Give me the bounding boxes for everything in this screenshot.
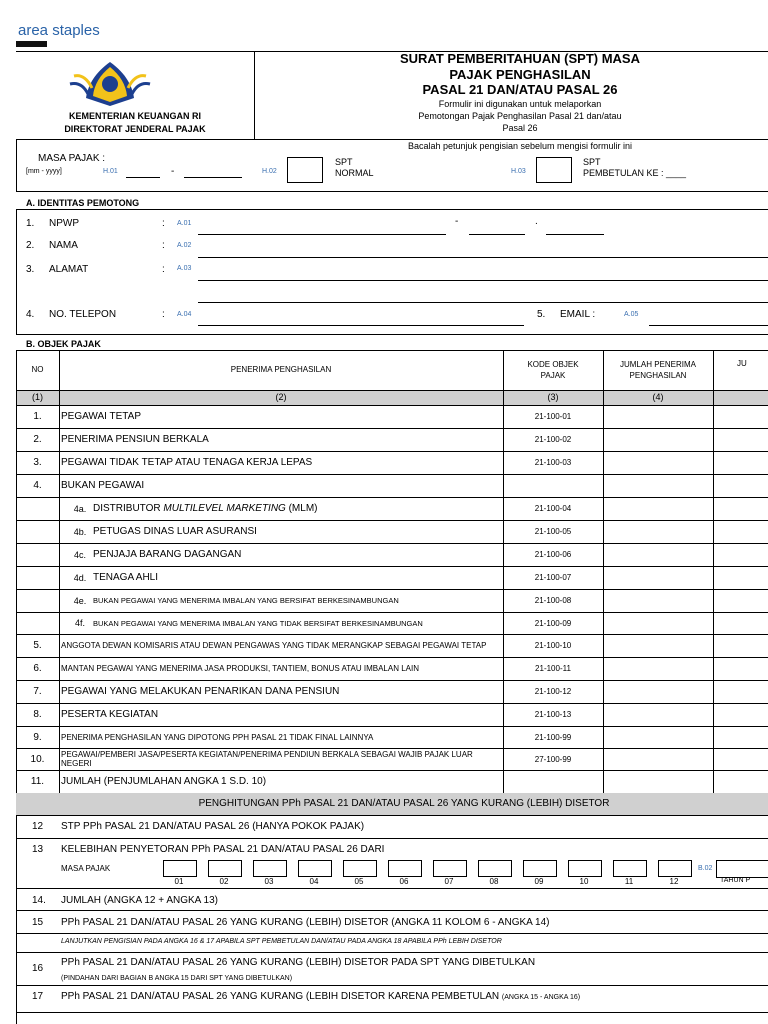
month-checkbox[interactable] — [523, 860, 557, 877]
row-17-no: 17 — [32, 991, 44, 1002]
month-checkbox[interactable] — [478, 860, 512, 877]
month-checkbox[interactable] — [343, 860, 377, 877]
org-name-2: DIREKTORAT JENDERAL PAJAK — [64, 124, 206, 134]
row-code: 21-100-04 — [534, 504, 572, 513]
row-code: 21-100-12 — [534, 687, 572, 696]
nama-label: NAMA — [49, 240, 78, 251]
field-code-h02: H.02 — [262, 168, 277, 175]
jumlah-penerima-input[interactable] — [604, 452, 712, 473]
month-checkbox[interactable] — [388, 860, 422, 877]
continuation-note: LANJUTKAN PENGISIAN PADA ANGKA 16 & 17 APABILA SPT PEMBETULAN DAN/ATAU PADA ANGKA 18 APABILA PPh LEBIH DISETOR — [61, 938, 502, 945]
jumlah-penerima-input[interactable] — [604, 635, 712, 656]
column-number: (2) — [275, 392, 287, 402]
month-checkbox[interactable] — [208, 860, 242, 877]
jumlah-penerima-input[interactable] — [604, 771, 712, 792]
row-label: BUKAN PEGAWAI YANG MENERIMA IMBALAN YANG TIDAK BERSIFAT BERKESINAMBUNGAN — [93, 618, 423, 628]
row-code: 21-100-08 — [534, 596, 572, 605]
row-label: MANTAN PEGAWAI YANG MENERIMA JASA PRODUKSI, TANTIEM, BONUS ATAU IMBALAN LAIN — [61, 664, 419, 673]
field-code-b02: B.02 — [698, 865, 713, 872]
jumlah-penerima-input[interactable] — [604, 429, 712, 450]
spt-pembetulan-label-1: SPT — [583, 157, 601, 167]
row-13-no: 13 — [32, 844, 44, 855]
row-code: 21-100-02 — [534, 435, 572, 444]
row-12-label: STP PPh PASAL 21 DAN/ATAU PASAL 26 (HANYA POKOK PAJAK) — [61, 821, 365, 832]
org-name-1: KEMENTERIAN KEUANGAN RI — [68, 111, 201, 121]
row-label: PEGAWAI TIDAK TETAP ATAU TENAGA KERJA LEPAS — [61, 456, 313, 468]
row-code: 27-100-99 — [534, 754, 572, 764]
jumlah-penerima-input[interactable] — [604, 658, 712, 679]
row-number: 5. — [33, 640, 42, 651]
table-hline — [16, 933, 768, 934]
row-code: 21-100-06 — [534, 550, 572, 559]
row-code — [503, 770, 603, 793]
row-17-small: (ANGKA 15 - ANGKA 16) — [501, 994, 581, 1001]
row-code: 21-100-11 — [535, 664, 571, 673]
header-kode: KODE OBJEK PAJAK — [527, 360, 579, 380]
table-hline — [16, 952, 768, 953]
row-label: PEGAWAI/PEMBERI JASA/PESERTA KEGIATAN/PENERIMA PENDIUN BERKALA SEBAGAI WAJIB PAJAK LUAR NEGERI — [61, 750, 473, 768]
row-4a-post: (MLM) — [285, 502, 318, 514]
alamat-colon: : — [162, 264, 165, 275]
row-code: 21-100-09 — [534, 618, 572, 628]
row-12-no: 12 — [32, 821, 44, 832]
field-code-a01: A.01 — [177, 220, 192, 227]
month-checkbox[interactable] — [658, 860, 692, 877]
row-16-sub: (PINDAHAN DARI BAGIAN B ANGKA 15 DARI SPT YANG DIBETULKAN) — [61, 975, 293, 982]
telepon-no: 4. — [26, 309, 35, 320]
month-checkbox[interactable] — [298, 860, 332, 877]
row-label — [93, 497, 497, 520]
table-hline — [16, 350, 768, 351]
month-checkbox[interactable] — [163, 860, 197, 877]
jumlah-penerima-input[interactable] — [604, 590, 712, 611]
row-17-label — [61, 991, 580, 1002]
row-label: PEGAWAI YANG MELAKUKAN PENARIKAN DANA PENSIUN — [61, 685, 340, 697]
month-label: 10 — [579, 877, 589, 886]
table-hline — [16, 815, 768, 816]
jumlah-penerima-input[interactable] — [604, 475, 712, 496]
masa-pajak-format: [mm - yyyy] — [26, 168, 62, 175]
form-subtitle-2: Pemotongan Pajak Penghasilan Pasal 21 dan/atau — [418, 111, 622, 121]
tahun-label: TAHUN P — [720, 877, 751, 884]
month-checkbox[interactable] — [253, 860, 287, 877]
masa-pajak-label: MASA PAJAK : — [38, 153, 106, 164]
row-number: 10. — [30, 753, 45, 765]
jumlah-penerima-input[interactable] — [604, 521, 712, 542]
row-label: PESERTA KEGIATAN — [61, 708, 159, 720]
row-label: TENAGA AHLI — [93, 571, 159, 583]
npwp-label: NPWP — [49, 218, 79, 229]
spt-pembetulan-label-2: PEMBETULAN KE : ____ — [583, 168, 687, 178]
spt-normal-label-2: NORMAL — [335, 168, 374, 178]
row-code: 21-100-10 — [534, 641, 572, 650]
telepon-label: NO. TELEPON — [49, 309, 117, 320]
npwp-dot: . — [535, 216, 538, 227]
row-number: 4b. — [73, 526, 87, 537]
nama-no: 2. — [26, 240, 35, 251]
row-label: ANGGOTA DEWAN KOMISARIS ATAU DEWAN PENGAWAS YANG TIDAK MERANGKAP SEBAGAI PEGAWAI TETAP — [61, 641, 487, 650]
section-a-title: A. IDENTITAS PEMOTONG — [26, 198, 140, 208]
table-hline — [16, 888, 768, 889]
row-15-label: PPh PASAL 21 DAN/ATAU PASAL 26 YANG KURANG (LEBIH) DISETOR (ANGKA 11 KOLOM 6 - ANGKA 14) — [61, 917, 550, 928]
brand-label: area staples — [18, 22, 100, 39]
jumlah-penerima-input[interactable] — [604, 704, 712, 725]
month-checkbox[interactable] — [613, 860, 647, 877]
row-label: PEGAWAI TETAP — [61, 410, 142, 422]
form-title-2: PAJAK PENGHASILAN — [449, 67, 591, 82]
month-label: 06 — [399, 877, 409, 886]
row-15-no: 15 — [32, 917, 44, 928]
row-number: 7. — [33, 686, 42, 697]
row-number: 8. — [33, 709, 42, 720]
month-label: 11 — [624, 877, 634, 886]
row-number: 4a. — [73, 503, 87, 514]
table-vline — [713, 350, 714, 793]
row-17-text: PPh PASAL 21 DAN/ATAU PASAL 26 YANG KURANG (LEBIH DISETOR KARENA PEMBETULAN — [61, 991, 500, 1002]
row-number: 11. — [30, 776, 45, 787]
month-label: 05 — [354, 877, 364, 886]
table-hline — [16, 390, 768, 391]
row-13-masa-label: MASA PAJAK — [61, 864, 111, 873]
header-jumlah: JUMLAH PENERIMA PENGHASILAN — [619, 360, 696, 380]
row-label: PENERIMA PENSIUN BERKALA — [61, 433, 209, 445]
header-penerima: PENERIMA PENGHASILAN — [230, 365, 332, 374]
row-number: 3. — [33, 457, 42, 468]
field-code-a05: A.05 — [624, 311, 639, 318]
form-title-1: SURAT PEMBERITAHUAN (SPT) MASA — [399, 51, 640, 66]
row-14-no: 14. — [32, 895, 46, 906]
row-number: 6. — [33, 663, 42, 674]
row-label: PENERIMA PENGHASILAN YANG DIPOTONG PPH PASAL 21 TIDAK FINAL LAINNYA — [61, 732, 374, 742]
nama-colon: : — [162, 240, 165, 251]
row-label: PENJAJA BARANG DAGANGAN — [93, 548, 242, 560]
jumlah-penerima-input[interactable] — [604, 498, 712, 519]
npwp-dash: - — [455, 216, 459, 227]
row-number: 4f. — [74, 618, 85, 628]
row-number: 2. — [33, 434, 42, 445]
month-label: 08 — [489, 877, 499, 886]
table-hline — [16, 910, 768, 911]
column-number: (4) — [652, 392, 664, 402]
npwp-colon: : — [162, 218, 165, 229]
jumlah-penerima-input[interactable] — [604, 681, 712, 702]
row-number: 1. — [33, 411, 42, 422]
month-label: 01 — [174, 877, 184, 886]
spt-normal-label-1: SPT — [335, 157, 353, 167]
column-number: (3) — [547, 392, 559, 402]
row-code: 21-100-07 — [534, 573, 572, 582]
row-code — [503, 474, 603, 497]
row-14-label: JUMLAH (ANGKA 12 + ANGKA 13) — [61, 895, 219, 906]
field-code-h01: H.01 — [103, 168, 118, 175]
month-label: 04 — [309, 877, 319, 886]
row-code: 21-100-03 — [534, 458, 572, 467]
jumlah-penerima-input[interactable] — [604, 613, 712, 633]
masa-dash: - — [171, 166, 175, 177]
field-code-a02: A.02 — [177, 242, 192, 249]
jumlah-penerima-input[interactable] — [604, 544, 712, 565]
row-number: 9. — [33, 731, 42, 743]
table-hline — [16, 985, 768, 986]
row-number: 4c. — [73, 549, 86, 560]
row-13-label: KELEBIHAN PENYETORAN PPh PASAL 21 DAN/ATAU PASAL 26 DARI — [61, 844, 385, 855]
row-number: 4. — [33, 480, 42, 491]
row-code: 21-100-99 — [534, 732, 572, 742]
table-vline — [59, 350, 60, 815]
npwp-no: 1. — [26, 218, 35, 229]
email-label: EMAIL : — [560, 309, 596, 320]
row-code: 21-100-05 — [534, 527, 572, 536]
section-b-title: B. OBJEK PAJAK — [26, 339, 101, 349]
telepon-colon: : — [162, 309, 165, 320]
row-label: BUKAN PEGAWAI — [61, 479, 145, 491]
alamat-no: 3. — [26, 264, 35, 275]
month-checkbox[interactable] — [568, 860, 602, 877]
row-code: 21-100-01 — [534, 412, 572, 421]
row-4a-pre: DISTRIBUTOR — [93, 502, 164, 514]
row-4a-italic: MULTILEVEL MARKETING — [163, 502, 286, 514]
month-label: 12 — [669, 877, 679, 886]
form-hint: Bacalah petunjuk pengisian sebelum mengisi formulir ini — [407, 141, 633, 151]
jumlah-penerima-input[interactable] — [604, 567, 712, 588]
row-number: 4d. — [73, 572, 87, 583]
month-label: 07 — [444, 877, 454, 886]
alamat-label: ALAMAT — [49, 264, 89, 275]
row-label: PETUGAS DINAS LUAR ASURANSI — [93, 525, 257, 537]
email-no: 5. — [537, 309, 546, 320]
jumlah-penerima-input[interactable] — [604, 749, 712, 769]
form-subtitle-3: Pasal 26 — [502, 123, 538, 133]
month-label: 09 — [534, 877, 544, 886]
field-code-a03: A.03 — [177, 265, 192, 272]
jumlah-penerima-input[interactable] — [604, 406, 712, 427]
header-ju: JU — [737, 359, 747, 368]
jumlah-penerima-input[interactable] — [604, 727, 712, 747]
column-number: (1) — [32, 392, 43, 402]
row-code: 21-100-13 — [534, 710, 572, 719]
field-code-h03: H.03 — [511, 168, 526, 175]
month-label: 03 — [264, 877, 274, 886]
row-number: 4e. — [73, 595, 87, 606]
row-16-label: PPh PASAL 21 DAN/ATAU PASAL 26 YANG KURANG (LEBIH) DISETOR PADA SPT YANG DIBETULKAN — [61, 957, 536, 968]
row-label: BUKAN PEGAWAI YANG MENERIMA IMBALAN YANG BERSIFAT BERKESINAMBUNGAN — [93, 596, 399, 605]
header-no: NO — [31, 365, 44, 374]
month-label: 02 — [219, 877, 229, 886]
band-title: PENGHITUNGAN PPh PASAL 21 DAN/ATAU PASAL 26 YANG KURANG (LEBIH) DISETOR — [198, 798, 610, 809]
form-title-3: PASAL 21 DAN/ATAU PASAL 26 — [422, 82, 618, 97]
table-hline — [16, 1012, 768, 1013]
month-checkbox[interactable] — [433, 860, 467, 877]
form-subtitle-1: Formulir ini digunakan untuk melaporkan — [438, 99, 602, 109]
row-label: JUMLAH (PENJUMLAHAN ANGKA 1 S.D. 10) — [61, 775, 267, 787]
table-hline — [16, 838, 768, 839]
row-16-no: 16 — [32, 963, 44, 974]
field-code-a04: A.04 — [177, 311, 192, 318]
tahun-input[interactable] — [716, 860, 768, 878]
